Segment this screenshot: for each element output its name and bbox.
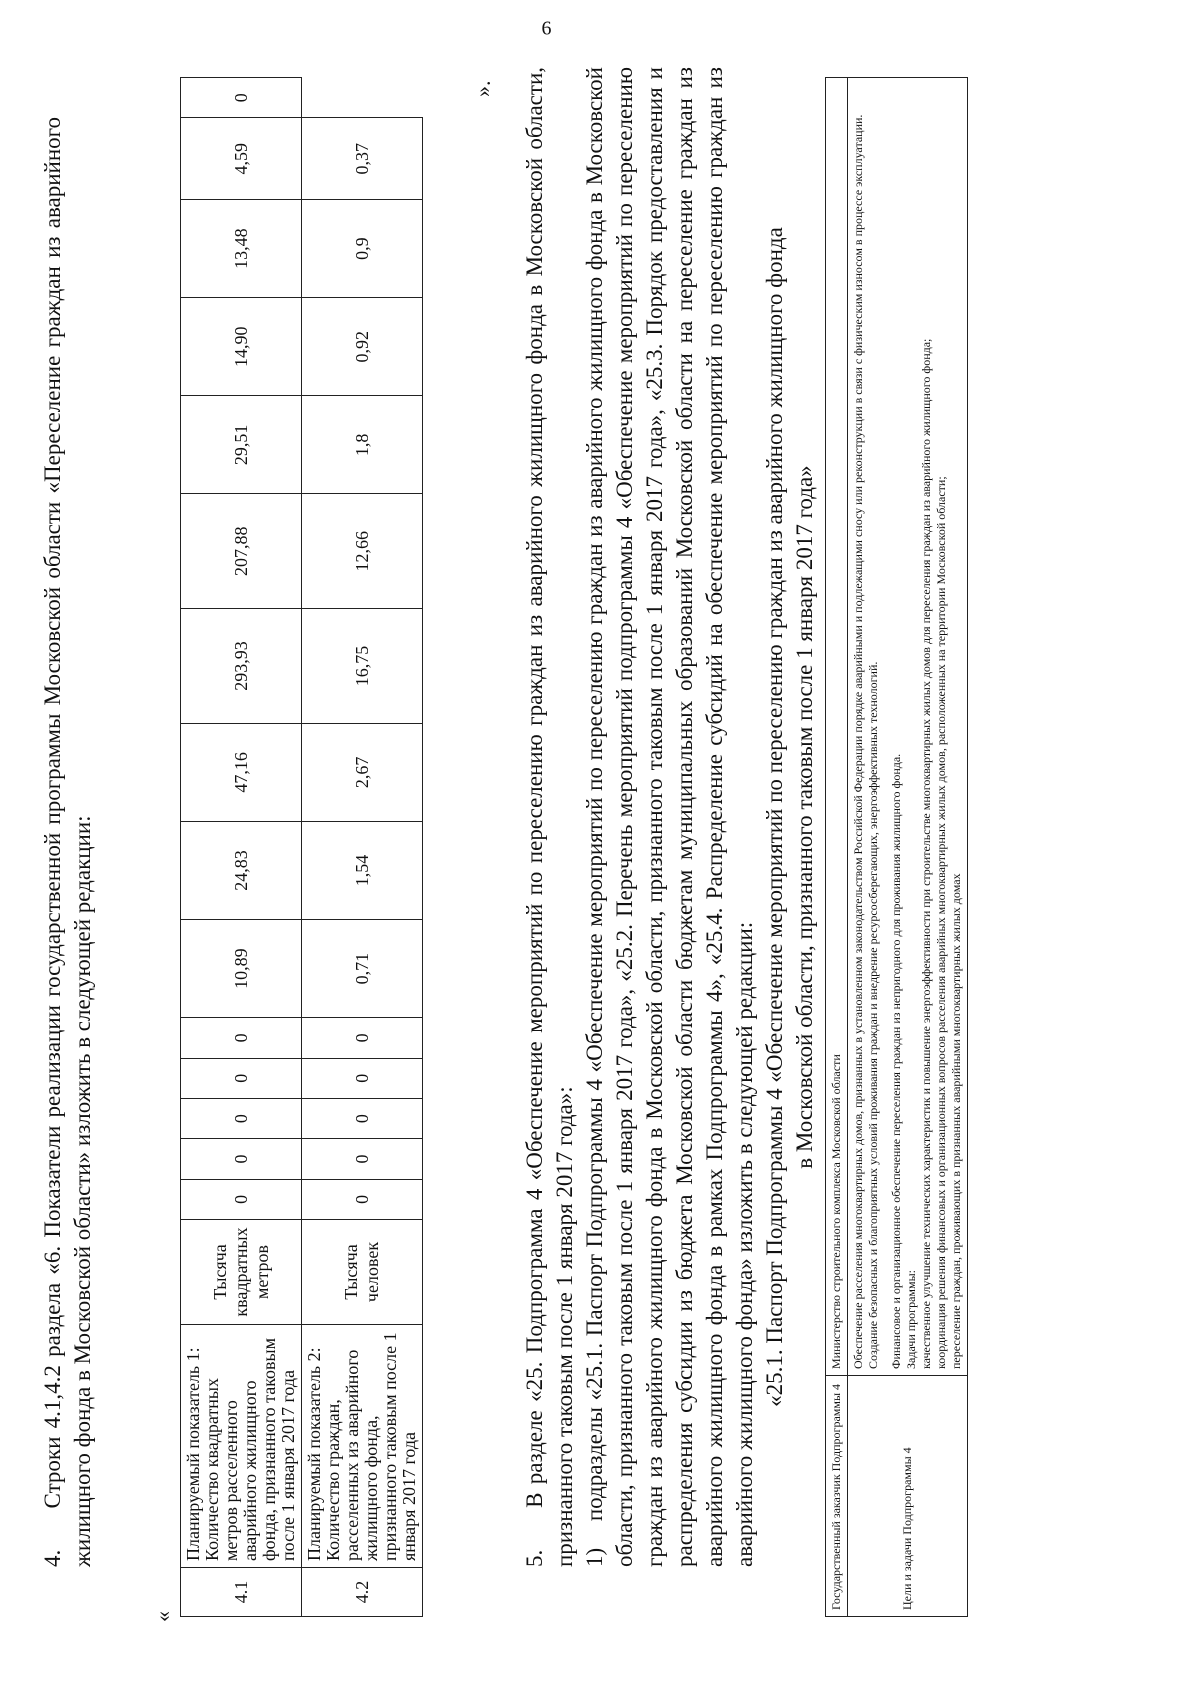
page-number: 6 bbox=[541, 17, 552, 40]
open-quote: « bbox=[150, 1611, 175, 1622]
indicator-label: Планируемый показатель 1: Количество квадратных метров расселенного аварийного жилищного фонда, признанного таковым после 1 января 2017 года bbox=[181, 1325, 302, 1568]
goal-line: качественное улучшение технических характеристик и повышение энергоэффективности при строительстве многоквартирных жилых домов для переселения граждан из аварийного жилищного фонда; bbox=[919, 338, 933, 1369]
value-cell: 0 bbox=[181, 78, 302, 118]
unit-cell: Тысяча человек bbox=[302, 1220, 423, 1325]
value-cell: 0 bbox=[181, 1018, 302, 1058]
customer-label: Государственный заказчик Подпрограммы 4 bbox=[826, 1376, 848, 1617]
value-cell: 16,75 bbox=[302, 609, 423, 724]
customer-value: Министерство строительного комплекса Московской области bbox=[826, 78, 848, 1376]
table-row bbox=[826, 78, 848, 1617]
value-cell: 12,66 bbox=[302, 494, 423, 609]
goal-line: координация решения финансовых и организационных вопросов расселения аварийных многоквартирных жилых домов, расположенных на территории Московской области; bbox=[934, 476, 948, 1369]
value-cell: 0 bbox=[181, 1098, 302, 1138]
value-cell: 0 bbox=[302, 1179, 423, 1219]
item-5-paragraph bbox=[520, 67, 820, 1567]
indicator-label: Планируемый показатель 2: Количество граждан, расселенных из аварийного жилищного фонда, признанного таковым после 1 января 2017 года bbox=[302, 1325, 423, 1568]
item-5-text: 5. В разделе «25. Подпрограмма 4 «Обеспечение мероприятий по переселению граждан из аварийного жилищного фонда в Московской области, признанного таковым после 1 января 2017 года»: bbox=[522, 67, 577, 1567]
value-cell: 2,67 bbox=[302, 723, 423, 821]
row-number: 4.1 bbox=[181, 1568, 302, 1617]
passport-heading-line-2: в Московской области, признанного таковым после 1 января 2017 года» bbox=[792, 465, 817, 1169]
value-cell: 47,16 bbox=[181, 723, 302, 821]
table-row bbox=[302, 78, 423, 1617]
value-cell: 0,71 bbox=[302, 920, 423, 1018]
indicators-table bbox=[180, 77, 423, 1617]
goals-cell bbox=[848, 78, 968, 1376]
value-cell: 293,93 bbox=[181, 609, 302, 724]
value-cell: 0 bbox=[302, 1058, 423, 1098]
goal-line: Задачи программы: bbox=[904, 1270, 918, 1369]
value-cell: 0,9 bbox=[302, 200, 423, 298]
value-cell: 0,37 bbox=[302, 118, 423, 200]
value-cell: 29,51 bbox=[181, 396, 302, 494]
goal-line: Финансовое и организационное обеспечение переселения граждан из непригодного для проживания жилищного фонда. bbox=[889, 753, 903, 1369]
value-cell: 0 bbox=[181, 1139, 302, 1179]
table-row bbox=[181, 78, 302, 1617]
table-row bbox=[848, 78, 968, 1617]
item-5-sub-1: 1) подразделы «25.1. Паспорт Подпрограммы 4 «Обеспечение мероприятий по переселению граждан из аварийного жилищного фонда в Московской области, признанного таковым после 1 января 2017 года», «25.2. Перечень мероприятий подпрограммы 4 «Обеспечение мероприятий по переселению граждан из аварийного жилищного фонда в Московской области, признанного таковым после 1 января 2017 года», «25.3. Порядок предоставления и распределения субсидии из бюджета Московской области бюджетам муниципальных образований Московской области на переселение граждан из аварийного жилищного фонда в рамках Подпрограммы 4», «25.4. Распределение субсидий на обеспечение мероприятий по переселению граждан из аварийного жилищного фонда» изложить в следующей редакции: bbox=[582, 67, 757, 1567]
value-cell: 0 bbox=[181, 1179, 302, 1219]
goal-line: Обеспечение расселения многоквартирных домов, признанных в установленном законодательством Российской Федерации порядке аварийными и подлежащими сносу или реконструкции в связи с физическим износом в процессе эксплуатации. bbox=[851, 114, 865, 1369]
value-cell: 1,54 bbox=[302, 821, 423, 919]
value-cell: 24,83 bbox=[181, 821, 302, 919]
value-cell: 0,92 bbox=[302, 298, 423, 396]
value-cell: 13,48 bbox=[181, 200, 302, 298]
goal-line: Создание безопасных и благоприятных условий проживания граждан и внедрение ресурсосберегающих, энергоэффективных технологий. bbox=[866, 661, 880, 1369]
passport-heading-line-1: «25.1. Паспорт Подпрограммы 4 «Обеспечение мероприятий по переселению граждан из аварийного жилищного фонда bbox=[762, 227, 787, 1407]
value-cell: 0 bbox=[302, 1098, 423, 1138]
value-cell: 0 bbox=[302, 1139, 423, 1179]
value-cell: 14,90 bbox=[181, 298, 302, 396]
value-cell: 0 bbox=[302, 1018, 423, 1058]
unit-cell: Тысяча квадратных метров bbox=[181, 1220, 302, 1325]
close-quote: ». bbox=[470, 80, 495, 97]
goal-line: переселение граждан, проживающих в признанных аварийными многоквартирных жилых домах bbox=[949, 873, 963, 1369]
row-number: 4.2 bbox=[302, 1568, 423, 1617]
value-cell bbox=[302, 78, 423, 118]
value-cell: 10,89 bbox=[181, 920, 302, 1018]
value-cell: 4,59 bbox=[181, 118, 302, 200]
item-4-paragraph: 4. Строки 4.1,4.2 раздела «6. Показатели реализации государственной программы Московской области «Переселение граждан из аварийного жилищного фонда в Московской области» изложить в следующей редакции: bbox=[40, 117, 95, 1567]
value-cell: 1,8 bbox=[302, 396, 423, 494]
passport-table bbox=[825, 77, 968, 1617]
goals-label: Цели и задачи Подпрограммы 4 bbox=[848, 1376, 968, 1617]
value-cell: 0 bbox=[181, 1058, 302, 1098]
value-cell: 207,88 bbox=[181, 494, 302, 609]
